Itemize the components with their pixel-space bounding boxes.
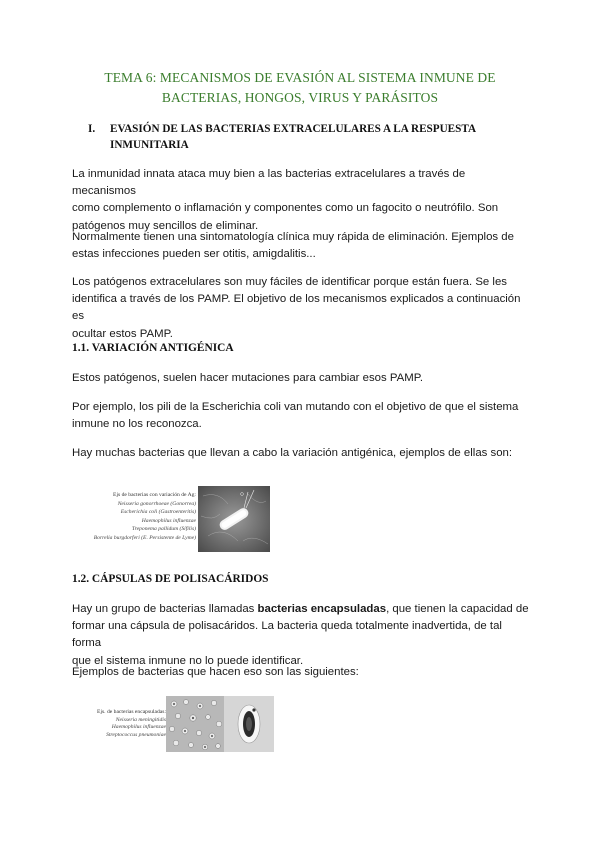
section-1-heading-line-1: EVASIÓN DE LAS BACTERIAS EXTRACELULARES A LA RESPUESTA (110, 123, 477, 135)
bacterium-micrograph-image (198, 486, 270, 552)
bold-term: bacterias encapsuladas (257, 603, 387, 615)
figure-2-caption-title: Ejs. de bacterias encapsuladas: (97, 709, 166, 715)
capsule-stain-image (166, 696, 224, 752)
figure-1-caption-item: Borrelia burgdorferi (E. Persistente de Lyme) (93, 534, 196, 541)
paragraph-line: ocultar estos PAMP. (72, 327, 173, 340)
section-1-1-heading: 1.1. VARIACIÓN ANTIGÉNICA (72, 342, 234, 354)
paragraph-line (72, 601, 532, 618)
section-1-heading-line-2: INMUNITARIA (110, 139, 189, 151)
paragraph-line: formar una cápsula de polisacáridos. La bacteria queda totalmente inadvertida, de tal forma (72, 620, 502, 650)
figure-2-caption-item: Haemophilus influenzae (111, 724, 166, 731)
figure-encapsulated-bacteria (74, 696, 274, 752)
figure-2-caption-list (74, 709, 166, 739)
paragraph-line: patógenos muy sencillos de eliminar. (72, 219, 259, 232)
title-line-2: BACTERIAS, HONGOS, VIRUS Y PARÁSITOS (161, 90, 439, 105)
figure-1-caption-item: Neisseria gonorrhoeae (Gonorrea) (117, 500, 196, 507)
paragraph-line: La inmunidad innata ataca muy bien a las bacterias extracelulares a través de mecanismos (72, 168, 466, 198)
text-span: , que tienen la capacidad de (386, 603, 529, 615)
section-1-number: I. (88, 123, 96, 135)
figure-1-caption-item: Haemophilus influenzae (141, 517, 196, 524)
paragraph-line: como complemento o inflamación y componentes como un fagocito o neutrófilo. Son (72, 202, 499, 215)
paragraph-mutations (72, 370, 532, 387)
title-line-1: TEMA 6: MECANISMOS DE EVASIÓN AL SISTEMA INMUNE DE (104, 70, 496, 85)
document-title (60, 68, 540, 108)
paragraph-ecoli (72, 399, 532, 433)
figure-2-caption-item: Neisseria meningitidis (115, 716, 166, 723)
paragraph-line: identifica a través de los PAMP. El objetivo de los mecanismos explicados a continuación es (72, 293, 521, 323)
paragraph-encapsulated (72, 601, 532, 670)
paragraph-line: inmune no los reconozca. (72, 418, 202, 431)
paragraph-line: Estos patógenos, suelen hacer mutaciones para cambiar esos PAMP. (72, 372, 423, 384)
figure-antigenic-variation (74, 486, 270, 552)
paragraph-line: Los patógenos extracelulares son muy fáciles de identificar porque están fuera. Se les (72, 276, 507, 288)
paragraph-line: que el sistema inmune no lo puede identificar. (72, 654, 304, 667)
paragraph-line: estas infecciones pueden ser otitis, amigdalitis... (72, 248, 316, 261)
figure-1-caption-list (74, 491, 196, 543)
paragraph-encapsulated-examples (72, 664, 532, 681)
text-span: Hay un grupo de bacterias llamadas (72, 603, 258, 615)
paragraph-pamp (72, 274, 532, 343)
figure-1-caption-item: Escherichia coli (Gastroenteritis) (120, 509, 196, 516)
paragraph-variation-examples (72, 445, 532, 462)
figure-1-caption-item: Treponema pallidum (Sífilis) (131, 526, 196, 533)
figure-1-caption-title: Ejs de bacterias con variación de Ag: (113, 492, 196, 498)
paragraph-line: Hay muchas bacterias que llevan a cabo la variación antigénica, ejemplos de ellas son: (72, 447, 513, 459)
paragraph-innate-immunity (72, 166, 532, 235)
paragraph-line: Ejemplos de bacterias que hacen eso son las siguientes: (72, 666, 359, 678)
paragraph-line: Por ejemplo, los pili de la Escherichia coli van mutando con el objetivo de que el sistema (72, 401, 519, 413)
paragraph-line: Normalmente tienen una sintomatología clínica muy rápida de eliminación. Ejemplos de (72, 231, 514, 243)
figure-2-caption-item: Streptococcus pneumoniae (106, 731, 166, 738)
section-1-2-heading: 1.2. CÁPSULAS DE POLISACÁRIDOS (72, 573, 269, 585)
paragraph-symptoms (72, 229, 532, 263)
capsule-micrograph-image (224, 696, 274, 752)
